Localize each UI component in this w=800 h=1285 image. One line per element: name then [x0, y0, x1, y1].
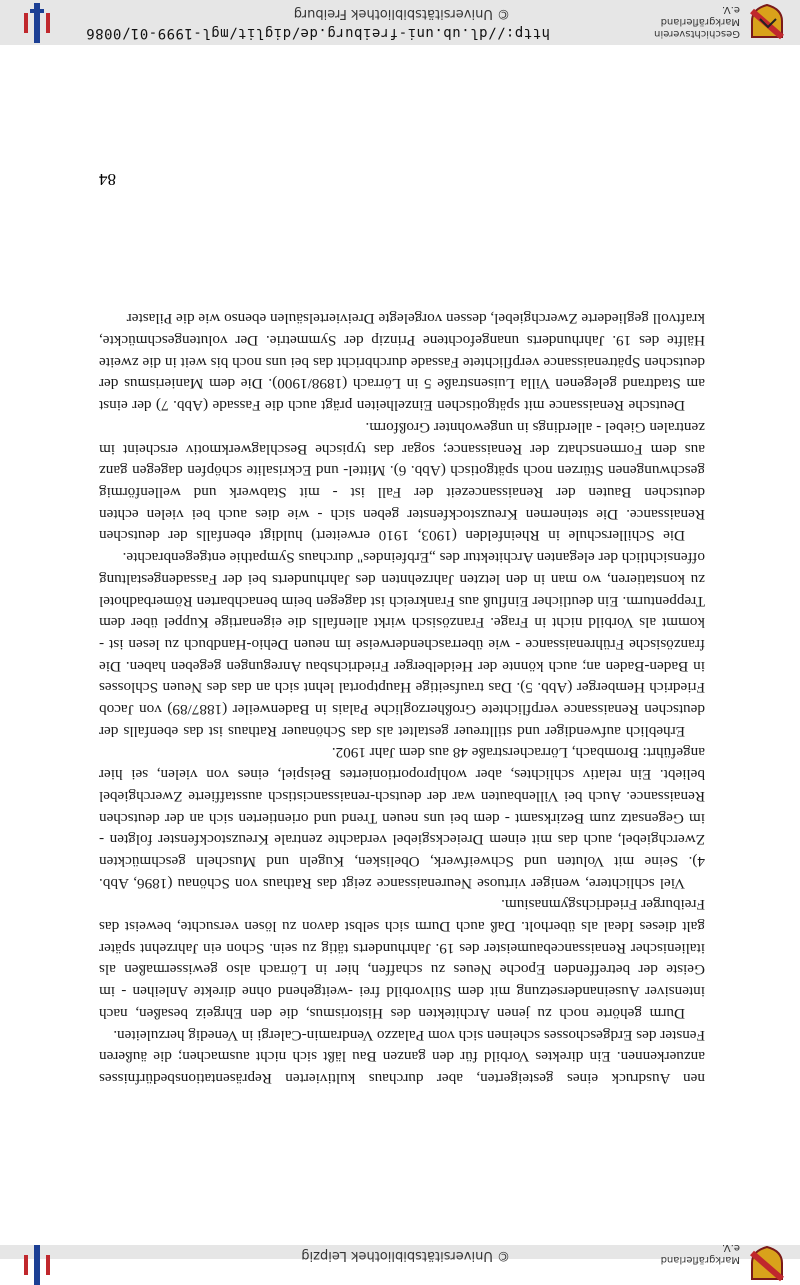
society-crest-icon	[748, 1245, 786, 1283]
paragraph: nen Ausdruck eines gesteigerten, aber durchaus kultivierten Repräsentationsbedürfnisses anzuerkennen. Ein direktes Vorbild für den ganzen Bau läßt sich nicht ausmachen; die äußeren Fenster des Erdgeschosses scheinen sich vom Palazzo Vendramin-Calergi in Venedig herzuleiten.	[99, 1026, 705, 1087]
paragraph: Viel schlichtere, weniger virtuose Neurenaissance zeigt das Rathaus von Schönau (1896, Abb. 4). Seine mit Voluten und Schweifwerk, Obelisken, Kugeln und Muscheln geschmückten Zwerchgiebel, auch das mit einem Dreiecksgiebel verdachte zentrale Kreuzstockfenster folgten - im Gegensatz zum Bezirksamt - dem bei uns neuen Trend und orientierten sich an der deutschen Renaissance. Auch bei Villenbauten war der deutsch-renaissancistisch ausstaffierte Zwerchgiebel beliebt. Ein relativ schlichtes, aber wohlproportioniertes Beispiel, eines von vielen, sei hier angeführt: Brombach, Lörracherstraße 48 aus dem Jahr 1902.	[99, 744, 705, 892]
society-line-2: Markgräflerland e.V.	[660, 1242, 740, 1265]
copyright-partial: © Universitätsbibliothek Leipzig	[301, 1248, 510, 1263]
society-line-1: Geschichtsverein	[654, 28, 740, 39]
society-name	[650, 1241, 740, 1265]
partial-footer-bar	[0, 1242, 800, 1265]
ub-logo-icon	[20, 3, 54, 43]
page-number: 84	[99, 170, 116, 189]
document-url[interactable]: http://dl.ub.uni-freiburg.de/diglit/mgl-1999-01/0086	[85, 25, 550, 41]
paragraph: Deutsche Renaissance mit spätgotischen Einzelheiten prägt auch die Fassade (Abb. 7) der einst am Stadtrand gelegenen Villa Luisenstraße 5 in Lörrach (1898/1900). Die dem Manierismus der deutschen Spätrenaissance verpflichtete Fassade durchbricht das bei uns noch bis weit in die zweite Hälfte des 19. Jahrhunderts unangefochtene Prinzip der Symmetrie. Der volutengeschmückte, kraftvoll gegliederte Zwerchgiebel, dessen vorgelegte Dreiviertelsäulen ebenso wie die Pilaster	[99, 310, 705, 415]
footer-bar	[0, 0, 800, 45]
society-line-2: Markgräflerland e.V.	[660, 4, 740, 27]
paragraph: Erheblich aufwendiger und stilltreuer gestaltet als das Schönauer Rathaus ist das ebenfalls der deutschen Renaissance verpflichtete Großherzogliche Palais in Badenweiler (1887/89) von Jacob Friedrich Hemberger (Abb. 5). Das traufseitige Hauptportal lehnt sich an das des Neuen Schlosses in Baden-Baden an; auch könnte der Heidelberger Friedrichsbau Anregungen gegeben haben. Die französische Frührenaissance - wie überraschenderweise im neuen Dehio-Handbuch zu lesen ist - kommt als Vorbild nicht in Frage. Französisch wirkt allenfalls die eigenartige Kuppel über dem Treppenturm. Ein deutlicher Einfluß aus Frankreich ist dagegen beim benachbarten Römerbadhotel zu konstatieren, wo man in den letzten Jahrzehnten des Jahrhunderts bei der Fassadengestaltung offensichtlich der eleganten Architektur des „Erbfeindes" durchaus Sympathie entgegenbrachte.	[99, 549, 705, 740]
paragraph: Durm gehörte noch zu jenen Architekten des Historismus, die den Ehrgeiz besaßen, nach intensiver Auseinandersetzung mit dem Stilvorbild frei -weitgehend ohne direkte Anleihen - im Geiste der betreffenden Epoche Neues zu schaffen, hier in Lörrach also gewissermaßen als italienischer Renaissancebaumeister des 19. Jahrhunderts tätig zu sein. Schon ein Jahrzehnt später galt dieses Ideal als überholt. Daß auch Durm sich selbst davon zu lösen versuchte, beweist das Freiburger Friedrichsgymnasium.	[99, 896, 705, 1022]
page-body	[99, 308, 705, 1089]
copyright-notice: © Universitätsbibliothek Freiburg	[293, 6, 510, 21]
society-name	[650, 3, 740, 39]
ub-logo-icon	[20, 1245, 54, 1285]
society-crest-icon	[748, 3, 786, 41]
paragraph: Die Schillerschule in Rheinfelden (1903, 1910 erweitert) huldigt ebenfalls der deutschen Renaissance. Die steinernen Kreuzstockfenster geben sich - wie dies auch bei vielen echten deutschen Bauten der Renaissancezeit der Fall ist - mit Stabwerk und wellenförmig geschwungenen Stürzen noch spätgotisch (Abb. 6). Mittel- und Eckrisalite schöpfen dagegen ganz aus dem Formenschatz der Renaissance; sogar das typische Beschlagwerkmotiv erscheint im zentralen Giebel - allerdings in ungewohnter Großform.	[99, 418, 705, 545]
